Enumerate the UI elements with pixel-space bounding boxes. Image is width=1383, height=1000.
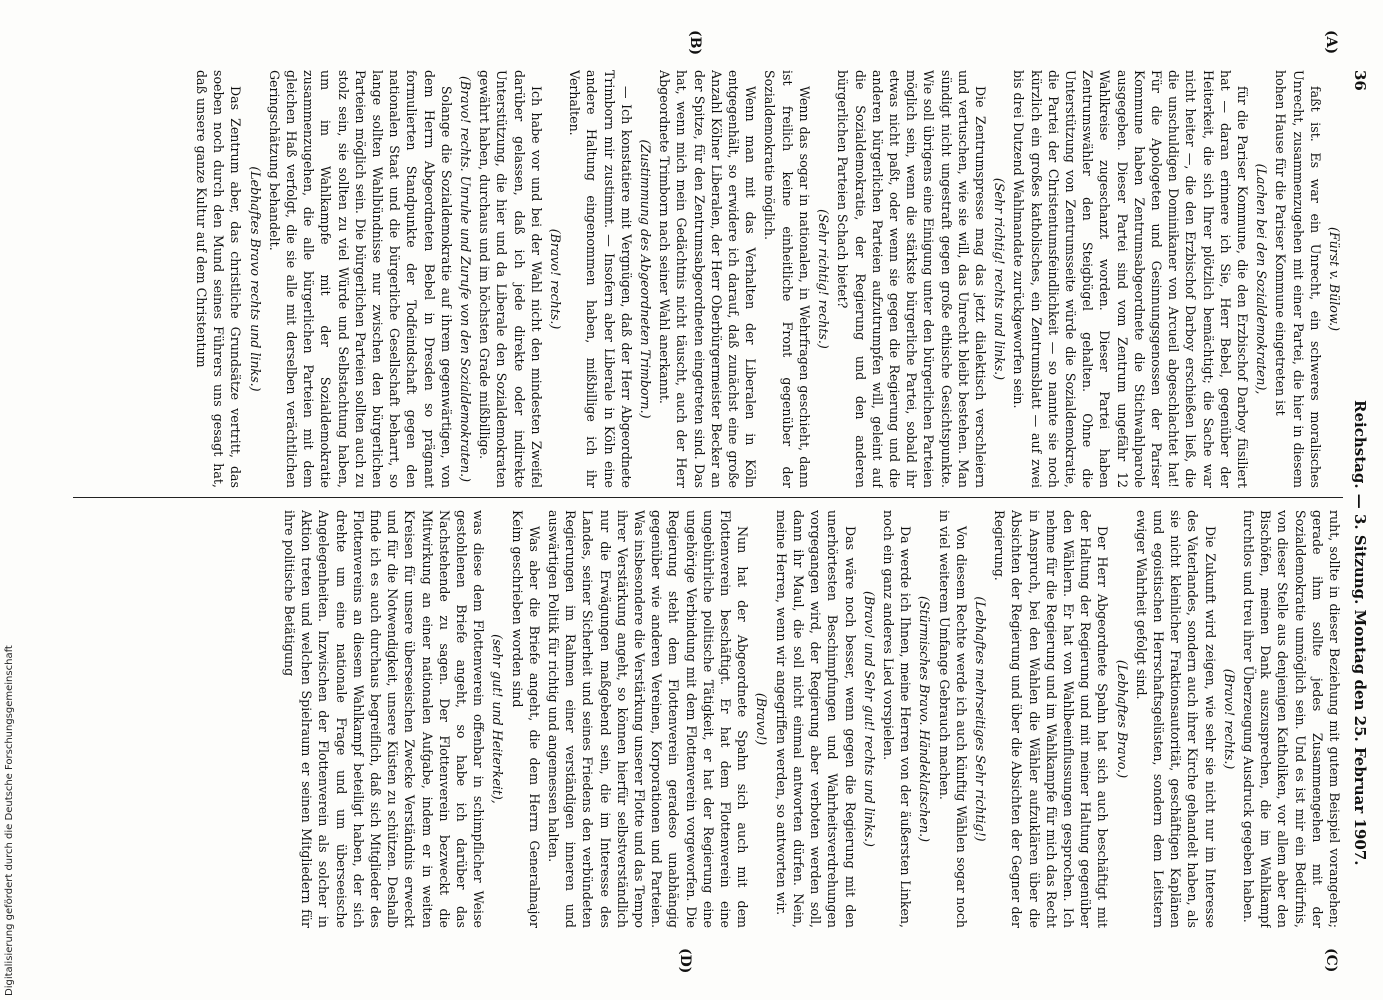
left-stage-direction: (Bravo! rechts.) [548,228,564,330]
left-paragraph: — Ich konstatiere mit Vergnügen, daß der Herr Abgeordnete Trimborn mir zustimmt. — Insofern aber Liberale in Köln eine andere Haltung eingenommen haben, mißbillige ich ihr Verhalten. [567,70,634,488]
right-paragraph: ruht, sollte in dieser Beziehung mit gutem Beispiel vorangehen; gerade ihm sollte jedes Zusammengehen mit der Sozialdemokratie unmöglich sein. Und es ist mir ein Bedürfnis, von dieser Stelle aus denjenigen Katholiken, vor allem aber den Bischöfen, meinen Dank auszusprechen, die im Wahlkampf furchtlos und treu ihrer Überzeugung Ausdruck gegeben haben. [1240,510,1342,928]
right-stage-direction: (Bravo!) [754,692,770,746]
right-stage-direction: (Bravo! und Sehr gut! rechts und links.) [861,591,877,847]
funding-note: Digitalisierung gefördert durch die Deutsche Forschungsgemeinschaft [4,645,15,996]
margin-letter-b: (B) [687,30,703,56]
left-paragraph: für die Pariser Kommune, die den Erzbischof Darboy füsiliert hat — daran erinnere ich Sie, Herr Bebel, gegenüber der Heiterkeit, die sich Ihrer plötzlich bemächtigt; die Sache war nicht heiter —, die den Erzbischof Darboy erschießen ließ, die die unschuldigen Dominikaner von Arcueil abgeschlachtet hat! Für die Apologeten und Gesinnungsgenossen der Pariser Kommune haben Zentrumsabgeordnete die Stichwahlparole ausgegeben. Dieser Partei sind vom Zentrum ungefähr 12 Wahlkreise zugeschanzt worden. Dieser Partei haben Zentrumswähler den Steigbügel gehalten. Ohne die Unterstützung von Zentrumsseite würde die Sozialdemokratie, die Partei der Christentumsfeindlichkeit — so nannte sie noch kürzlich ein großes katholisches, ein Zentrumsblatt — auf zwei bis drei Dutzend Wahlmandate zurückgeworfen sein. [1011,70,1250,488]
margin-letter-a: (A) [1323,30,1339,55]
right-stage-direction: (Lebhaftes mehrseitiges Sehr richtig!) [972,596,988,842]
left-stage-direction: (Sehr richtig! rechts und links.) [992,177,1008,381]
right-paragraph: Was aber die Briefe angeht, die dem Herrn Generalmajor Keim geschrieben worden sind [509,510,542,928]
left-paragraph: Solange die Sozialdemokratie auf ihrem gegenwärtigen, von dem Herrn Abgeordneten Bebel in Dresden so prägnant formulierten Standpunkte der Todfeindschaft gegen den nationalen Staat und die bürgerliche Gesellschaft beharrt, so lange sollten Wahlbündnisse nur zwischen den bürgerlichen Parteien möglich sein. Die bürgerlichen Parteien sollten auch zu stolz sein, sie sollten zu viel Würde und Selbstachtung haben, um im Wahlkampfe mit der Sozialdemokratie zusammenzugehen, die alle bürgerlichen Parteien mit dem gleichen Haß verfolgt, die sie alle mit derselben verächtlichen Geringschätzung behandelt. [266,70,454,488]
left-paragraph: faßt ist. Es war ein Unrecht, ein schweres moralisches Unrecht, zusammenzugehen mit einer Partei, die hier in diesem hohen Hause für die Pariser Kommune eingetreten ist [1273,70,1323,488]
left-paragraph: Die Zentrumspresse mag das jetzt dialektisch verschleiern und vertuschen, wie sie will, das Unrecht bleibt bestehen. Man sündigt nicht ungestraft gegen große ethische Gesichtspunkte. Wie soll übrigens eine Einigung unter den bürgerlichen Parteien möglich sein, wenn die stärkste bürgerliche Partei, sobald ihr etwas nicht paßt, oder wenn sie gegen die Regierung und die anderen bürgerlichen Parteien aufzutrumpfen will, geleint auf die Sozialdemokratie, der Regierung und den anderen bürgerlichen Parteien Schach bietet? [835,70,988,488]
right-paragraph: Nun hat der Abgeordnete Spahn sich auch mit dem Flottenverein beschäftigt. Er hat dem Flottenverein eine ungebührliche politische Tätigkeit, er hat der Regierung eine ungehörige Verbindung mit dem Flottenverein vorgeworfen. Die Regierung steht dem Flottenverein geradeso unabhängig gegenüber wie anderen Vereinen, Korporationen und Parteien. Was insbesondere die Verstärkung unserer Flotte und das Tempo ihrer Verstärkung angeht, so können hierfür selbstverständlich nur die Erwägungen maßgebend sein, die im Interesse des Landes, seiner Sicherheit und seines Friedens den verbündeten Regierungen im Rahmen einer verständigen inneren und auswärtigen Politik für richtig und angemessen halten. [546,510,751,928]
right-paragraph: Von diesem Rechte werde ich auch künftig Wählen sogar noch in viel weiterem Umfange Gebrauch machen. [936,510,969,928]
left-stage-direction: (Zustimmung des Abgeordneten Trimborn.) [638,139,654,419]
left-column [73,70,1343,488]
right-paragraph: Das wäre noch besser, wenn gegen die Regierung mit den unerhörtesten Beschimpfungen und Wahrheitsverdrehungen vorgegangen wird, der Regierung aber verboten werden soll, dann ihr Maul, die soll nicht einmal antworten dürfen. Nein, meine Herren, wenn wir angegriffen werden, so antworten wir. [773,510,858,928]
left-paragraph: Ich habe vor und bei der Wahl nicht den mindesten Zweifel darüber gelassen, daß ich jede direkte oder indirekte Unterstützung, die hier und da Liberale den Sozialdemokraten gewährt haben, durchaus und im höchsten Grade mißbillige. [477,70,544,488]
right-paragraph: was diese dem Flottenverein offenbar in schimpflicher Weise gestohlenen Briefe angeht, so habe ich darüber das Nachstehende zu sagen. Der Flottenverein bezweckt die Mitwirkung an einer nationalen Aufgabe, indem er in weiten Kreisen für unsere überseeischen Zwecke Verständnis erweckt und für die Notwendigkeit, unsere Küsten zu schützen. Deshalb finde ich es auch durchaus begreiflich, daß sich Mitglieder des Flottenvereins an diesem Wahlkampf beteiligt haben, der sich drehte um eine nationale Frage und um überseeische Angelegenheiten. Inzwischen der Flottenverein als solcher in Aktion treten und welchen Spielraum er seinen Mitgliedern für ihre politische Betätigung [282,510,487,928]
margin-letter-c: (C) [1323,948,1339,973]
right-column [73,510,1343,928]
right-paragraph: Die Zukunft wird zeigen, wie sehr sie nicht nur im Interesse des Vaterlandes, sondern auch ihrer Kirche gehandelt haben, als sie nicht kleinlicher Fraktionsautorität, geschäftigen Kaplänen und egoistischen Herrschaftsgelüsten, sondern dem Leitstern ewiger Wahrheit gefolgt sind. [1133,510,1218,928]
left-stage-direction: (Bravo! rechts. Unruhe und Zurufe von den Sozialdemokraten.) [458,75,474,483]
left-stage-direction: (Lebhaftes Bravo rechts und links.) [247,166,263,392]
right-paragraph: Der Herr Abgeordnete Spahn hat sich auch beschäftigt mit der Haltung der Regierung und mit meiner Haltung gegenüber den Wählern. Er hat von Wahlbeeinflussungen gesprochen. Ich nehme für die Regierung und im Wahlkampfe für mich das Recht in Anspruch, bei den Wahlen die Wähler aufzuklären über die Absichten der Regierung und über die Absichten der Gegner der Regierung. [992,510,1111,928]
margin-letter-d: (D) [677,948,693,974]
right-stage-direction: (Lebhaftes Bravo.) [1114,659,1130,779]
left-paragraph: Das Zentrum aber, das christliche Grundsätze vertritt, das soeben noch durch den Mund seines Führers uns gesagt hat, daß unsere ganze Kultur auf dem Christentum [194,70,244,488]
column-divider [73,497,1343,498]
right-stage-direction: (Stürmisches Bravo. Händeklatschen.) [917,596,933,842]
left-paragraph: Wenn das sogar in nationalen, in Wehrfragen geschieht, dann ist freilich keine einheitliche Front gegenüber der Sozialdemokratie möglich. [762,70,812,488]
left-stage-direction: (Fürst v. Bülow.) [1327,226,1342,332]
left-stage-direction: (Lachen bei den Sozialdemokraten), [1254,163,1270,395]
right-stage-direction: (sehr gut! und Heiterkeit), [490,634,506,804]
left-stage-direction: (Sehr richtig! rechts.) [816,209,832,349]
running-head: Reichstag. — 3. Sitzung. Montag den 25. Februar 1907. [1351,400,1369,866]
right-paragraph: Da werde ich Ihnen, meine Herren von der äußersten Linken, noch ein ganz anderes Lied vorspielen. [880,510,914,928]
page-header [1345,70,1369,970]
left-paragraph: Wenn man mit das Verhalten der Liberalen in Köln entgegenhält, so erwidere ich darauf, daß zunächst eine große Anzahl Kölner Liberalen, der Herr Oberbürgermeister Becker an der Spitze, für den Zentrumsabgeordneten eingetreten sind. Das hat, wenn mich mein Gedächtnis nicht täuscht, auch der Herr Abgeordnete Trimborn nach seiner Wahl anerkannt. [657,70,759,488]
right-stage-direction: (Bravo! rechts.) [1221,668,1237,770]
page-number: 36 [1351,70,1369,91]
